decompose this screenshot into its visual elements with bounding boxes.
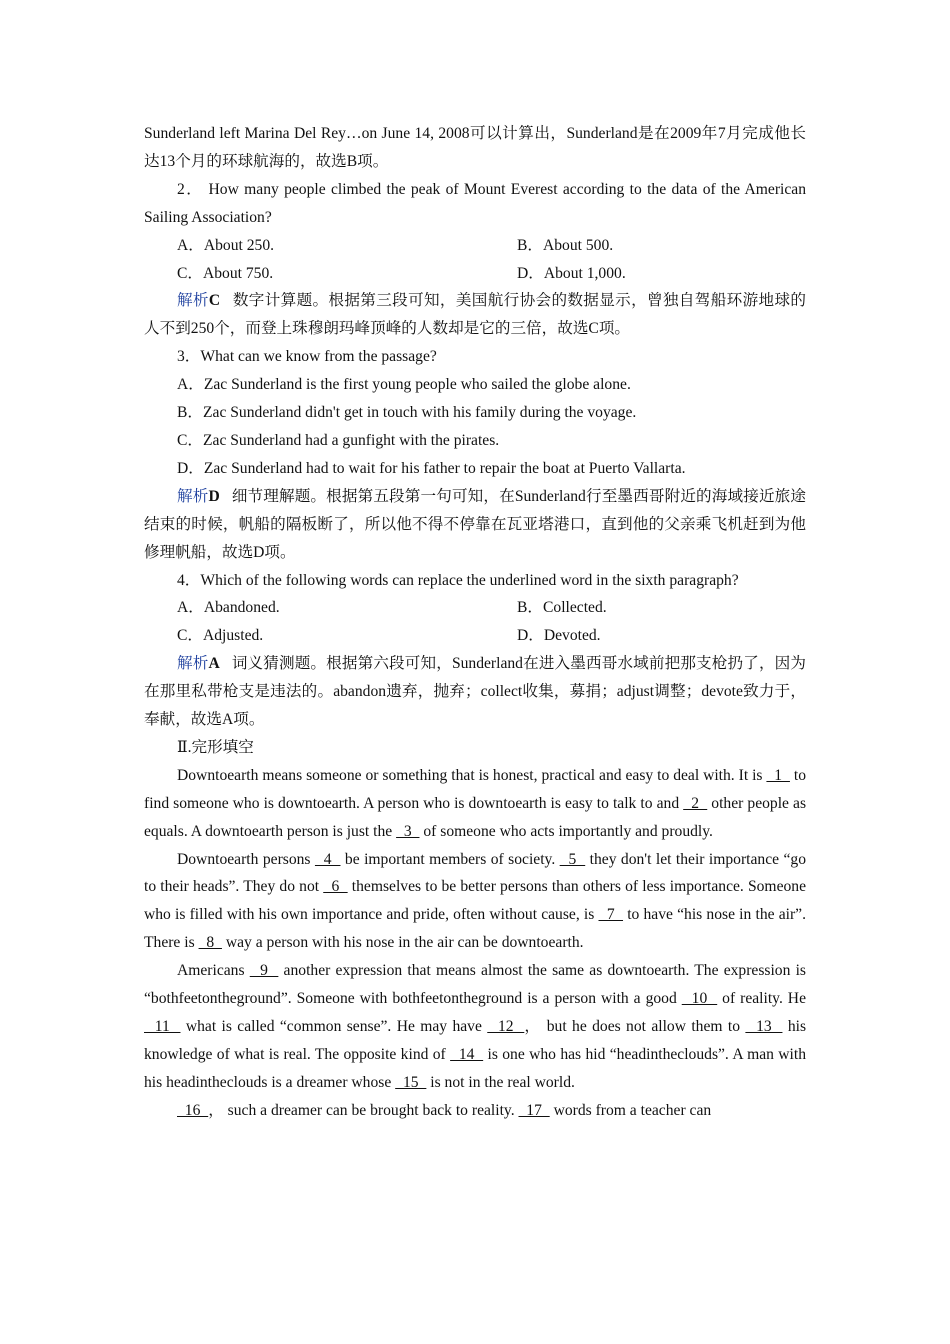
cloze-text: ， but he does not allow them to: [524, 1018, 746, 1035]
cloze-text: is not in the real world.: [426, 1073, 575, 1091]
cloze-text: another expression that means almost the same as downtoearth. The expression is “bothfeetontheground”. Someone with bothfeetontheground is a person with a good: [144, 962, 807, 1008]
cloze-blank-3: 3: [396, 822, 420, 840]
cloze-text: ， such a dreamer can be brought back to reality.: [208, 1101, 519, 1119]
q4-explanation: [144, 650, 806, 734]
cloze-paragraph-1: [144, 762, 806, 846]
cloze-blank-10: 10: [681, 990, 718, 1008]
cloze-text: of someone who acts importantly and proudly.: [419, 822, 713, 840]
cloze-blank-17: 17: [518, 1101, 550, 1119]
section-heading: Ⅱ.完形填空: [177, 738, 254, 756]
q3-stem: 3．What can we know from the passage?: [177, 348, 437, 366]
q3-option-a: A．Zac Sunderland is the first young people who sailed the globe alone.: [177, 376, 631, 394]
cloze-text: of reality. He: [717, 990, 806, 1008]
q3-explain-label: 解析: [177, 487, 209, 505]
cloze-blank-9: 9: [249, 962, 279, 980]
q2-explanation: [144, 287, 806, 343]
q2-explain-text: 数字计算题。根据第三段可知，美国航行协会的数据显示，曾独自驾船环游地球的人不到250个，而登上珠穆朗玛峰顶峰的人数却是它的三倍，故选C项。: [144, 292, 806, 338]
cloze-text: they don't let their importance “go to their heads”. They do not: [144, 850, 807, 896]
cloze-blank-16: 16: [177, 1101, 209, 1119]
q3-option-b: B．Zac Sunderland didn't get in touch with his family during the voyage.: [177, 404, 637, 422]
q3-explain-text: 细节理解题。根据第五段第一句可知，在Sunderland行至墨西哥附近的海域接近旅途结束的时候，帆船的隔板断了，所以他不得不停靠在瓦亚塔港口，直到他的父亲乘飞机赶到为他修理帆船，故选D项。: [144, 487, 806, 561]
cloze-blank-12: 12: [487, 1018, 525, 1035]
q2-stem: 2． How many people climbed the peak of Mount Everest according to the data of the American Sailing Association?: [144, 180, 806, 226]
q2-options-row-2: [144, 260, 806, 288]
q3-explanation: [144, 483, 806, 567]
cloze-text: be important members of society.: [340, 850, 560, 868]
q4-explain-text: 词义猜测题。根据第六段可知，Sunderland在进入墨西哥水域前把那支枪扔了，因为在那里私带枪支是违法的。abandon遗弃，抛弃；collect收集，募捐；adjust调整；devote致力于，奉献，故选A项。: [144, 655, 806, 729]
q4-options-row-2: [144, 622, 806, 650]
cloze-text: way a person with his nose in the air can be downtoearth.: [221, 934, 584, 952]
cloze-blank-1: 1: [766, 766, 790, 784]
q2-option-d: D．About 1,000.: [517, 264, 626, 282]
cloze-blank-8: 8: [198, 934, 222, 952]
q3-answer: D: [208, 487, 220, 505]
q1-explain-continued: Sunderland left Marina Del Rey…on June 14, 2008可以计算出，Sunderland是在2009年7月完成他长达13个月的环球航海的，故选B项。: [144, 125, 806, 170]
cloze-text: words from a teacher can: [549, 1101, 712, 1119]
cloze-paragraph-2: [144, 846, 806, 958]
cloze-text: Downtoearth means someone or something that is honest, practical and easy to deal with. It is: [177, 766, 767, 784]
cloze-blank-15: 15: [395, 1073, 427, 1091]
cloze-text: other people as equals. A downtoearth person is just the: [144, 794, 807, 840]
q2-answer: C: [208, 292, 221, 310]
cloze-text: what is called “common sense”. He may have: [180, 1018, 488, 1035]
cloze-text: is one who has hid “headintheclouds”. A man with his headintheclouds is a dreamer whose: [144, 1045, 807, 1091]
q3-option-c: C．Zac Sunderland had a gunfight with the pirates.: [177, 431, 500, 449]
cloze-blank-5: 5: [559, 850, 586, 868]
q4-options-row-1: [144, 594, 806, 622]
cloze-blank-13: 13: [745, 1018, 783, 1035]
cloze-blank-6: 6: [323, 878, 348, 896]
cloze-text: his knowledge of what is real. The opposite kind of: [144, 1018, 807, 1063]
q4-answer: A: [208, 655, 220, 673]
document-body: [144, 120, 806, 1125]
q4-option-d: D．Devoted.: [517, 627, 601, 645]
q2-explain-label: 解析: [177, 292, 209, 310]
q2-option-a: A．About 250.: [177, 236, 275, 254]
cloze-blank-14: 14: [450, 1045, 484, 1063]
cloze-text: Downtoearth persons: [177, 850, 315, 868]
cloze-text: to find someone who is downtoearth. A person who is downtoearth is easy to talk to and: [144, 766, 806, 812]
q4-option-c: C．Adjusted.: [177, 627, 264, 645]
cloze-blank-7: 7: [598, 906, 624, 924]
q4-explain-label: 解析: [177, 655, 209, 673]
cloze-paragraph-3: [144, 957, 806, 1097]
q2-option-c: C．About 750.: [177, 264, 274, 282]
cloze-blank-2: 2: [683, 794, 708, 812]
cloze-text: themselves to be better persons than others of less importance. Someone who is filled with his own importance and pride, often without cause, is: [144, 878, 807, 924]
cloze-paragraph-4: [144, 1097, 806, 1125]
cloze-text: to have “his nose in the air”. There is: [144, 906, 806, 952]
q2-option-b: B．About 500.: [517, 236, 614, 254]
q4-option-b: B．Collected.: [517, 599, 607, 617]
q4-option-a: A．Abandoned.: [177, 599, 280, 617]
q4-stem: 4．Which of the following words can replace the underlined word in the sixth paragraph?: [177, 571, 739, 589]
q3-option-d: D．Zac Sunderland had to wait for his father to repair the boat at Puerto Vallarta.: [177, 459, 686, 477]
cloze-blank-11: 11: [144, 1018, 181, 1035]
cloze-blank-4: 4: [314, 850, 341, 868]
cloze-text: Americans: [177, 962, 250, 980]
q2-options-row-1: [144, 232, 806, 260]
